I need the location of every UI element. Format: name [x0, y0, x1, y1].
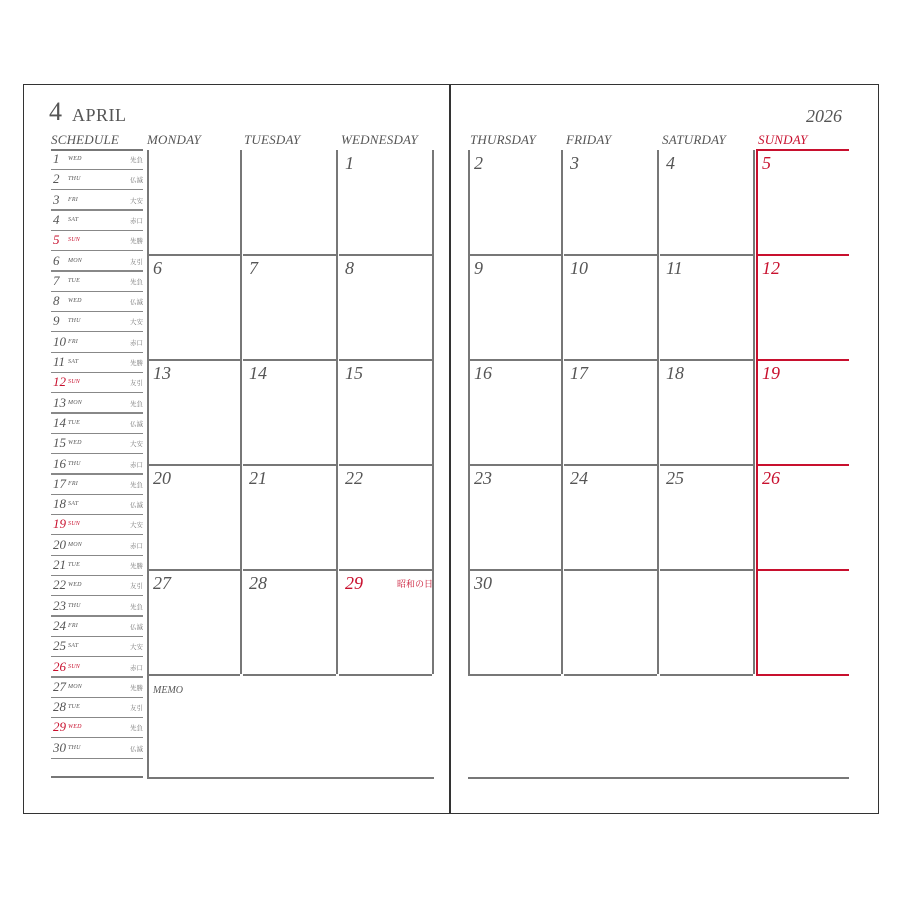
- schedule-weekday: MON: [68, 257, 82, 264]
- schedule-rokuyo: 先負: [130, 480, 143, 489]
- month-number: 4: [49, 97, 62, 126]
- schedule-weekday: FRI: [68, 622, 78, 629]
- schedule-day-number: 16: [53, 455, 66, 471]
- week-rule: [564, 674, 657, 676]
- schedule-row: [51, 718, 143, 738]
- schedule-rokuyo: 仏滅: [130, 298, 143, 307]
- week-rule: [660, 359, 753, 361]
- weekday-monday: MONDAY: [147, 132, 201, 147]
- year-label: 2026: [806, 106, 842, 126]
- schedule-rokuyo: 先勝: [130, 683, 143, 692]
- schedule-row: [51, 515, 143, 535]
- schedule-row: [51, 495, 143, 515]
- day-number: 16: [474, 363, 492, 383]
- grid-column-rule: [753, 150, 755, 674]
- week-rule: [660, 569, 753, 571]
- schedule-weekday: SAT: [68, 216, 79, 223]
- week-rule: [339, 569, 432, 571]
- right-page-left-border: [468, 150, 470, 674]
- week-rule: [339, 464, 432, 466]
- schedule-row: [51, 150, 143, 170]
- holiday-label: 昭和の日: [397, 580, 434, 590]
- weekday-friday: FRIDAY: [566, 132, 612, 147]
- schedule-row: [51, 698, 143, 718]
- schedule-day-number: 1: [53, 151, 60, 166]
- schedule-row: [51, 231, 143, 251]
- schedule-row: [51, 434, 143, 454]
- schedule-rokuyo: 赤口: [130, 338, 143, 347]
- schedule-rokuyo: 先負: [130, 156, 143, 164]
- weekday-sunday: SUNDAY: [758, 132, 808, 147]
- week-rule: [756, 359, 849, 361]
- schedule-row: [51, 394, 143, 414]
- schedule-day-number: 28: [53, 699, 66, 715]
- schedule-weekday: WED: [68, 724, 82, 731]
- schedule-day-number: 25: [53, 638, 66, 654]
- schedule-weekday: SAT: [68, 359, 79, 365]
- schedule-rokuyo: 赤口: [130, 541, 143, 550]
- schedule-day-number: 17: [53, 475, 66, 491]
- week-rule: [756, 569, 849, 571]
- weekday-thursday: THURSDAY: [470, 132, 536, 147]
- weekday-wednesday: WEDNESDAY: [341, 132, 418, 147]
- schedule-weekday: SUN: [68, 663, 80, 670]
- memo-bottom-rule-left: [147, 777, 434, 779]
- schedule-row: [51, 252, 143, 272]
- schedule-weekday: THU: [68, 318, 81, 325]
- schedule-weekday: TUE: [68, 562, 80, 568]
- schedule-row-rule: [51, 758, 143, 759]
- grid-column-rule: [657, 150, 659, 674]
- schedule-row: [51, 658, 143, 678]
- day-number: 11: [666, 258, 683, 278]
- week-rule: [468, 464, 561, 466]
- schedule-rokuyo: 先負: [130, 277, 143, 286]
- schedule-rokuyo: 赤口: [130, 216, 143, 225]
- schedule-rokuyo: 大安: [130, 521, 143, 530]
- schedule-row: [51, 576, 143, 596]
- schedule-row: [51, 353, 143, 373]
- day-number: 28: [249, 573, 267, 593]
- day-number: 22: [345, 468, 363, 488]
- week-rule: [468, 674, 561, 676]
- week-rule: [564, 359, 657, 361]
- week-rule: [243, 359, 336, 361]
- week-rule: [243, 254, 336, 256]
- schedule-day-number: 2: [53, 171, 60, 187]
- schedule-rokuyo: 仏滅: [130, 176, 143, 185]
- schedule-row: [51, 556, 143, 576]
- schedule-day-number: 5: [53, 232, 60, 248]
- week-rule: [147, 359, 240, 361]
- day-number: 10: [570, 258, 588, 278]
- schedule-day-number: 13: [53, 394, 66, 410]
- week-rule: [756, 464, 849, 466]
- day-number: 12: [762, 258, 780, 278]
- schedule-rokuyo: 仏滅: [130, 419, 143, 428]
- schedule-rokuyo: 大安: [130, 318, 143, 327]
- week-rule: [756, 674, 849, 676]
- schedule-day-number: 9: [53, 313, 60, 329]
- schedule-day-number: 14: [53, 414, 66, 430]
- day-number: 26: [762, 468, 780, 488]
- schedule-rokuyo: 友引: [130, 379, 143, 388]
- schedule-day-number: 6: [53, 252, 60, 268]
- schedule-row: [51, 597, 143, 617]
- week-rule: [339, 674, 432, 676]
- week-rule: [147, 674, 240, 676]
- schedule-day-number: 3: [53, 191, 60, 207]
- day-number: 21: [249, 468, 267, 488]
- schedule-bottom-rule: [51, 776, 143, 778]
- grid-column-rule: [561, 150, 563, 674]
- schedule-day-number: 8: [53, 293, 60, 309]
- schedule-rokuyo: 先負: [130, 602, 143, 611]
- memo-bottom-rule-right: [468, 777, 849, 779]
- schedule-weekday: THU: [68, 176, 81, 183]
- schedule-weekday: TUE: [68, 277, 80, 284]
- schedule-rokuyo: 赤口: [130, 663, 143, 672]
- schedule-day-number: 19: [53, 516, 66, 532]
- week-rule: [339, 359, 432, 361]
- day-number: 29: [345, 573, 363, 593]
- day-number: 30: [474, 573, 492, 593]
- schedule-weekday: TUE: [68, 419, 80, 426]
- schedule-day-number: 30: [53, 739, 66, 755]
- schedule-rokuyo: 仏滅: [130, 622, 143, 631]
- schedule-day-number: 18: [53, 496, 66, 512]
- week-rule: [147, 569, 240, 571]
- schedule-day-number: 27: [53, 678, 66, 694]
- week-rule: [564, 254, 657, 256]
- schedule-weekday: WED: [68, 582, 82, 589]
- schedule-row: [51, 536, 143, 556]
- week-rule: [756, 254, 849, 256]
- week-rule: [147, 254, 240, 256]
- week-rule: [243, 569, 336, 571]
- day-number: 20: [153, 468, 171, 488]
- schedule-row: [51, 455, 143, 475]
- day-number: 5: [762, 153, 771, 173]
- schedule-weekday: FRI: [68, 480, 78, 487]
- schedule-weekday: SAT: [68, 643, 79, 650]
- schedule-weekday: FRI: [68, 196, 78, 203]
- day-number: 3: [570, 153, 579, 173]
- schedule-row: [51, 272, 143, 292]
- day-number: 18: [666, 363, 684, 383]
- schedule-row: [51, 739, 143, 759]
- schedule-row: [51, 170, 143, 190]
- day-number: 27: [153, 573, 171, 593]
- schedule-rokuyo: 赤口: [130, 460, 143, 469]
- week-rule: [243, 674, 336, 676]
- schedule-day-number: 23: [53, 597, 66, 613]
- schedule-row: [51, 475, 143, 495]
- schedule-row: [51, 191, 143, 211]
- schedule-day-number: 21: [53, 557, 66, 572]
- schedule-weekday: WED: [68, 156, 82, 162]
- day-number: 7: [249, 258, 258, 278]
- schedule-rokuyo: 仏滅: [130, 501, 143, 510]
- planner-spread: [23, 84, 879, 814]
- schedule-day-number: 11: [53, 354, 66, 369]
- schedule-weekday: THU: [68, 460, 81, 467]
- day-number: 2: [474, 153, 483, 173]
- schedule-day-number: 10: [53, 333, 66, 349]
- schedule-weekday: TUE: [68, 704, 80, 711]
- schedule-row: [51, 373, 143, 393]
- schedule-row: [51, 414, 143, 434]
- schedule-weekday: SAT: [68, 501, 79, 508]
- week-rule: [147, 464, 240, 466]
- schedule-rokuyo: 大安: [130, 440, 143, 449]
- month-name: APRIL: [72, 105, 127, 125]
- day-number: 1: [345, 153, 354, 173]
- schedule-rokuyo: 先勝: [130, 359, 143, 367]
- week-rule: [660, 464, 753, 466]
- schedule-rokuyo: 友引: [130, 582, 143, 591]
- schedule-day-number: 24: [53, 617, 66, 633]
- day-number: 25: [666, 468, 684, 488]
- day-number: 9: [474, 258, 483, 278]
- schedule-weekday: FRI: [68, 338, 78, 345]
- grid-column-rule: [432, 150, 434, 674]
- schedule-row: [51, 333, 143, 353]
- schedule-day-number: 7: [53, 272, 60, 288]
- schedule-day-number: 26: [53, 658, 66, 674]
- schedule-day-number: 29: [53, 719, 66, 735]
- day-number: 6: [153, 258, 162, 278]
- week-rule: [468, 569, 561, 571]
- memo-label: MEMO: [153, 685, 183, 696]
- schedule-row: [51, 617, 143, 637]
- day-number: 4: [666, 153, 675, 173]
- schedule-rokuyo: 大安: [130, 643, 143, 652]
- schedule-row: [51, 292, 143, 312]
- week-rule: [339, 254, 432, 256]
- weekday-saturday: SATURDAY: [662, 132, 726, 147]
- schedule-rokuyo: 仏滅: [130, 744, 143, 753]
- day-number: 14: [249, 363, 267, 383]
- day-number: 17: [570, 363, 588, 383]
- day-number: 13: [153, 363, 171, 383]
- schedule-row: [51, 678, 143, 698]
- schedule-day-number: 4: [53, 211, 60, 227]
- week-rule: [564, 569, 657, 571]
- schedule-rokuyo: 先勝: [130, 562, 143, 570]
- schedule-day-number: 20: [53, 536, 66, 552]
- schedule-weekday: MON: [68, 399, 82, 406]
- schedule-weekday: SUN: [68, 521, 80, 528]
- day-number: 23: [474, 468, 492, 488]
- schedule-label: SCHEDULE: [51, 132, 120, 147]
- week-rule: [660, 674, 753, 676]
- schedule-rokuyo: 大安: [130, 196, 143, 205]
- schedule-rokuyo: 友引: [130, 704, 143, 713]
- day-number: 8: [345, 258, 354, 278]
- schedule-weekday: MON: [68, 683, 82, 690]
- schedule-day-number: 22: [53, 577, 66, 593]
- schedule-weekday: THU: [68, 602, 81, 609]
- week-rule: [660, 254, 753, 256]
- schedule-day-number: 12: [53, 374, 66, 390]
- day-number: 19: [762, 363, 780, 383]
- grid-column-rule: [336, 150, 338, 674]
- schedule-weekday: SUN: [68, 379, 80, 386]
- schedule-weekday: SUN: [68, 237, 80, 244]
- weekday-tuesday: TUESDAY: [244, 132, 301, 147]
- sunday-top-rule: [756, 149, 849, 151]
- schedule-weekday: WED: [68, 440, 82, 447]
- schedule-row: [51, 312, 143, 332]
- week-rule: [243, 464, 336, 466]
- schedule-weekday: WED: [68, 298, 82, 305]
- week-rule: [564, 464, 657, 466]
- day-number: 15: [345, 363, 363, 383]
- schedule-rokuyo: 先負: [130, 724, 143, 733]
- schedule-weekday: MON: [68, 541, 82, 548]
- schedule-rokuyo: 先負: [130, 399, 143, 408]
- schedule-day-number: 15: [53, 435, 66, 451]
- grid-column-rule: [240, 150, 242, 674]
- schedule-row: [51, 211, 143, 231]
- schedule-weekday: THU: [68, 744, 81, 751]
- sunday-column-rule: [756, 150, 758, 674]
- planner-spine: [449, 84, 451, 814]
- schedule-rokuyo: 先勝: [130, 237, 143, 246]
- week-rule: [468, 359, 561, 361]
- week-rule: [468, 254, 561, 256]
- day-number: 24: [570, 468, 588, 488]
- schedule-row: [51, 637, 143, 657]
- schedule-rokuyo: 友引: [130, 257, 143, 266]
